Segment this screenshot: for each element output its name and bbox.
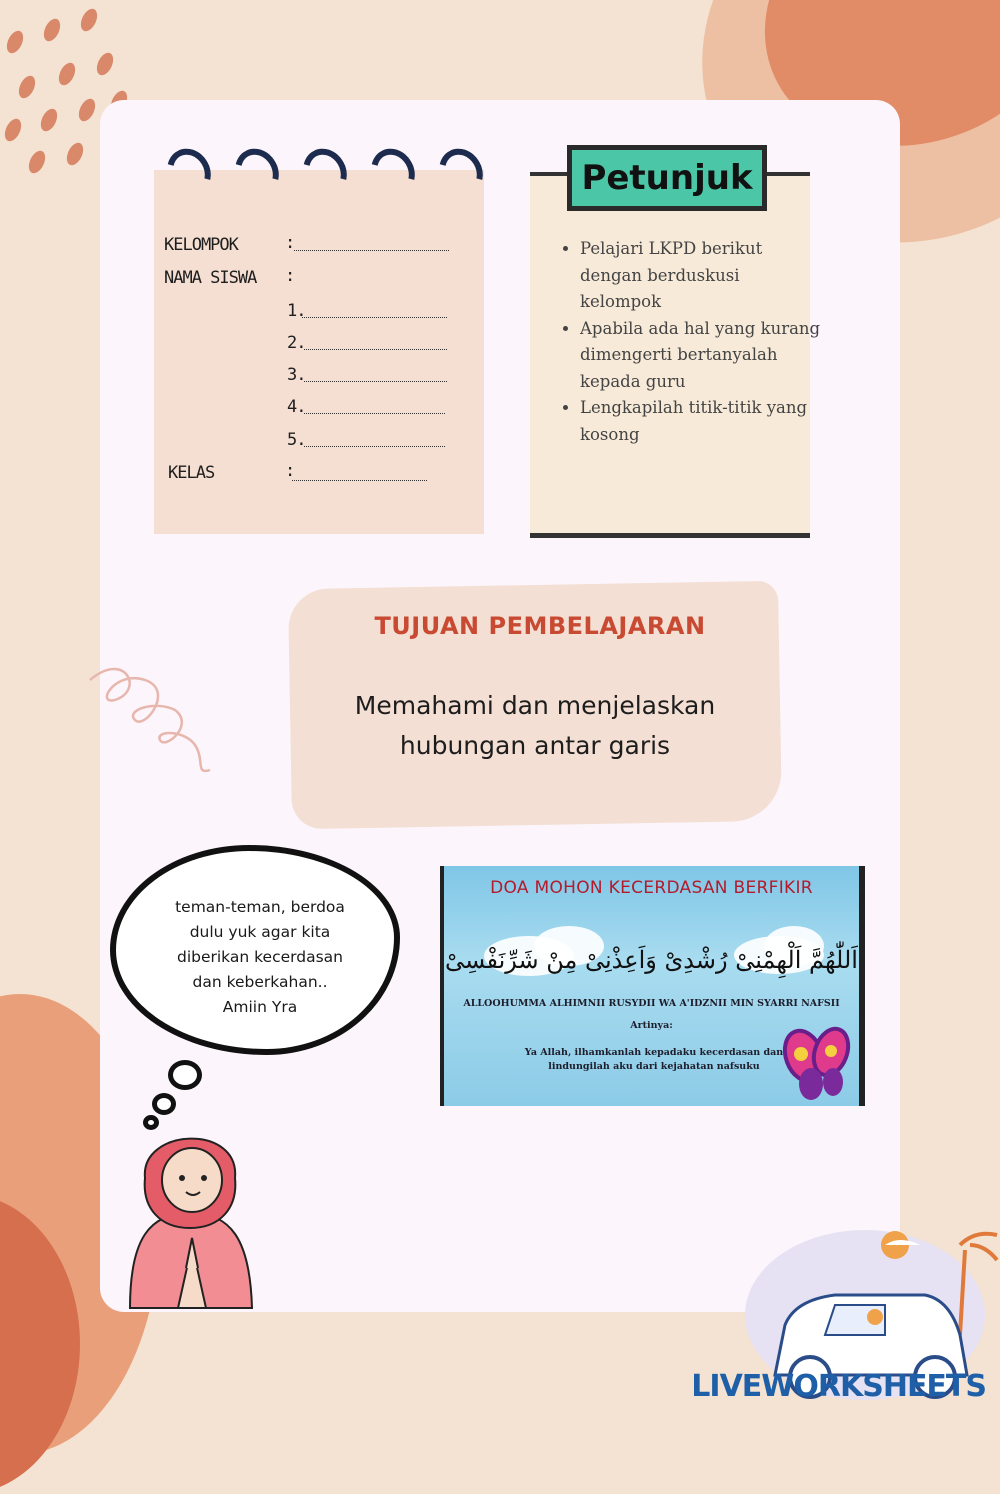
petunjuk-item: • Pelajari LKPD berikut dengan berduskusi kelompok [580,236,825,316]
doa-title: DOA MOHON KECERDASAN BERFIKIR [490,878,813,898]
kelompok-label: KELOMPOK [164,235,238,255]
doa-translation-line: lindungilah aku dari kejahatan nafsuku [548,1061,760,1072]
doa-latin-text: ALLOOHUMMA ALHIMNII RUSYDII WA A'IDZNII MIN SYARRI NAFSII [463,998,840,1009]
petunjuk-item: • Apabila ada hal yang kurang dimengerti bertanyalah kepada guru [580,316,825,396]
tujuan-line: Memahami dan menjelaskan [354,691,716,720]
butterfly-icon [779,1026,859,1106]
petunjuk-list [556,236,825,448]
student-number: 2. [287,333,306,353]
bubble-line: dulu yuk agar kita [189,923,331,941]
student-name-field[interactable] [304,413,445,414]
brand-text: LIVEWORKSHEETS [691,1369,986,1404]
kelas-label: KELAS [168,463,215,483]
colon: : [285,266,295,286]
thought-puff [168,1060,202,1090]
tujuan-line: hubungan antar garis [399,731,671,760]
thought-puff [152,1093,176,1115]
student-name-field[interactable] [304,381,447,382]
bubble-line: teman-teman, berdoa [175,898,345,916]
student-number: 3. [287,365,306,385]
petunjuk-item: • Lengkapilah titik-titik yang kosong [580,395,825,448]
doa-translation-line: Ya Allah, ilhamkanlah kepadaku kecerdasan dan [524,1047,784,1058]
colon: : [285,461,295,481]
praying-girl-illustration [120,1118,260,1314]
student-name-field[interactable] [302,317,447,318]
student-number: 1. [287,301,306,321]
swirl-decoration-icon [85,640,215,780]
student-name-field[interactable] [304,349,447,350]
doa-arti-label: Artinya: [630,1020,673,1031]
doa-panel [440,866,865,1106]
bubble-text [160,895,360,1020]
tujuan-text [290,686,780,766]
tujuan-title: TUJUAN PEMBELAJARAN [374,612,706,640]
petunjuk-title: Petunjuk [567,145,767,211]
student-number: 5. [287,430,306,450]
colon: : [285,233,295,253]
doa-translation [504,1046,804,1074]
liveworksheets-logo [691,1369,986,1404]
bubble-line: Amiin Yra [222,998,298,1016]
doa-arabic-text: اَللّٰهُمَّ اَلْهِمْنِىْ رُشْدِىْ وَاَعِذْنِىْ مِنْ شَرِّنَفْسِىْ [445,946,858,974]
kelompok-field[interactable] [294,250,449,251]
student-number: 4. [287,397,306,417]
bubble-line: dan keberkahan.. [192,973,328,991]
bubble-line: diberikan kecerdasan [176,948,343,966]
student-name-field[interactable] [304,446,445,447]
kelas-field[interactable] [292,480,427,481]
nama-siswa-label: NAMA SISWA [164,268,257,288]
